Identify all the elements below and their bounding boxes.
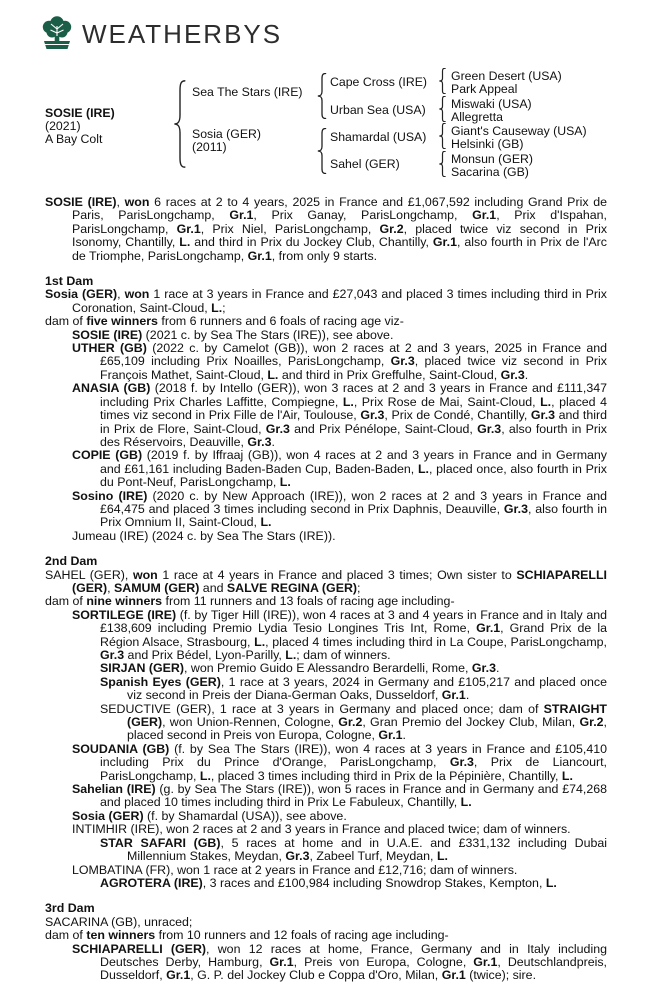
pedigree-brace [172,80,188,168]
record-paragraph: SCHIAPARELLI (GER), won 12 races at home, France, Germany and in Italy including Deutsches Derby, Hamburg, Gr.1, Preis von Europa, Cologne, Gr.1, Deutschlandpreis, Dusseldorf, Gr.1, G. P. del Jockey Club e Coppa d'Oro, Milan, Gr.1 (twice); sire. [72,941,607,983]
record-paragraph: dam of five winners from 6 runners and 6 foals of racing age viz- [45,314,404,329]
pedigree-gg-name: Green Desert (USA) [451,69,562,83]
record-paragraph: SORTILEGE (IRE) (f. by Tiger Hill (IRE)), won 4 races at 3 and 4 years in France and in Italy and £138,609 including Premio Lydia Tesio Longines Tris Int, Rome, Gr.1, Grand Prix de la Région Alsace, Strasbourg, L., placed 4 times including third in La Coupe, ParisLongchamp, Gr.3 and Prix Bédel, Lyon-Parilly, L.; dam of winners. [72,607,607,662]
record-paragraph: SIRJAN (GER), won Premio Guido E Alessandro Berardelli, Rome, Gr.3. [100,661,500,676]
pedigree-chart [0,62,650,192]
pedigree-sire: Sea The Stars (IRE) [192,85,303,99]
record-paragraph: dam of nine winners from 11 runners and 13 foals of racing age including- [45,594,455,609]
pedigree-brace [438,68,447,94]
record-paragraph: ANASIA (GB) (2018 f. by Intello (GER)), won 3 races at 2 and 3 years in France and £111,347 including Prix Charles Laffitte, Compiegne, L., Prix Rose de Mai, Saint-Cloud, L., placed 4 times viz second in Prix Fille de l'Air, Toulouse, Gr.3, Prix de Condé, Chantilly, Gr.3 and third in Prix de Flore, Saint-Cloud, Gr.3 and Prix Pénélope, Saint-Cloud, Gr.3, also fourth in Prix des Réservoirs, Deauville, Gr.3. [72,381,607,449]
brand-wordmark: WEATHERBYS [82,18,283,49]
pedigree-brace [438,96,447,122]
record-paragraph: Spanish Eyes (GER), 1 race at 3 years, 2024 in Germany and £105,217 and placed once viz second in Preis der Diana-German Oaks, Dusseldorf, Gr.1. [100,674,607,703]
record-paragraph: COPIE (GB) (2019 f. by Iffraaj (GB)), won 4 races at 2 and 3 years in France and in Germany and £61,161 including Baden-Baden Cup, Baden-Baden, L., placed once, also fourth in Prix du Pont-Neuf, ParisLongchamp, L. [72,448,607,490]
pedigree-dam [192,128,261,154]
record-paragraph: AGROTERA (IRE), 3 races and £100,984 including Snowdrop Stakes, Kempton, L. [100,875,557,890]
pedigree-gg-name: Sacarina (GB) [451,165,529,179]
pedigree-gg-name: Monsun (GER) [451,152,534,166]
record-paragraph: LOMBATINA (FR), won 1 race at 2 years in France and £12,716; dam of winners. [72,862,518,877]
pedigree-sire-sire: Cape Cross (IRE) [330,75,428,89]
subject-description: A Bay Colt [45,132,103,146]
pedigree-gg-name: Park Appeal [451,82,518,96]
record-paragraph: SAHEL (GER), won 1 race at 4 years in France and placed 3 times; Own sister to SCHIAPARELLI (GER), SAMUM (GER) and SALVE REGINA (GER); [45,567,607,595]
record-paragraph: UTHER (GB) (2022 c. by Camelot (GB)), won 2 races at 2 and 3 years, 2025 in France and £65,109 including Prix Noailles, ParisLongchamp, Gr.3, placed twice viz second in Prix François Mathet, Saint-Cloud, L. and third in Prix Greffulhe, Saint-Cloud, Gr.3. [72,341,607,382]
subject-name: SOSIE (IRE) [45,106,115,120]
pedigree-brace [438,123,447,149]
pedigree-gg-name: Helsinki (GB) [451,137,524,151]
section-heading: 2nd Dam [45,554,98,569]
brand-header [40,14,282,54]
record-paragraph: SACARINA (GB), unraced; [45,914,193,929]
record-paragraph: SOSIE (IRE) (2021 c. by Sea The Stars (IRE)), see above. [72,327,394,342]
pedigree-brace [316,128,328,174]
pedigree-gg-name: Giant's Causeway (USA) [451,124,587,138]
weatherbys-tree-icon [40,16,74,52]
section-heading: 3rd Dam [45,901,95,916]
dam-name: Sosia (GER) [192,127,262,141]
record-paragraph: Sahelian (IRE) (g. by Sea The Stars (IRE)), won 5 races in France and in Germany and £74,268 and placed 10 times including third in Prix Le Fabuleux, Chantilly, L. [72,782,608,810]
record-paragraph: Sosia (GER), won 1 race at 3 years in France and £27,043 and placed 3 times including third in Prix Coronation, Saint-Cloud, L.; [45,287,608,315]
pedigree-brace [438,151,447,177]
record-paragraph: INTIMHIR (IRE), won 2 races at 2 and 3 years in France and placed twice; dam of winners. [72,822,571,837]
record-paragraph: dam of ten winners from 10 runners and 12 foals of racing age including- [45,928,449,943]
record-paragraph: SOUDANIA (GB) (f. by Sea The Stars (IRE)), won 4 races at 3 years in France and £105,410 including Prix du Prince d'Orange, ParisLongchamp, Gr.3, Prix de Liancourt, ParisLongchamp, L., placed 3 times including third in Prix de la Pépinière, Chantilly, L. [72,741,607,783]
pedigree-subject [45,107,115,146]
record-paragraph: Jumeau (IRE) (2024 c. by Sea The Stars (IRE)). [72,528,336,543]
record-paragraph: SEDUCTIVE (GER), 1 race at 3 years in Germany and placed once; dam of STRAIGHT (GER), won Union-Rennen, Cologne, Gr.2, Gran Premio del Jockey Club, Milan, Gr.2, placed second in Preis von Europa, Cologne, Gr.1. [100,701,607,743]
race-record-body [45,196,607,983]
record-paragraph: STAR SAFARI (GB), 5 races at home and in U.A.E. and £331,132 including Dubai Millennium Stakes, Meydan, Gr.3, Zabeel Turf, Meydan, L. [100,835,607,864]
pedigree-gg-name: Allegretta [451,110,503,124]
pedigree-dam-dam: Sahel (GER) [330,157,400,171]
section-heading: 1st Dam [45,274,94,289]
subject-year: (2021) [45,119,81,133]
record-paragraph: SOSIE (IRE), won 6 races at 2 to 4 years, 2025 in France and £1,067,592 including Grand Prix de Paris, ParisLongchamp, Gr.1, Prix Ganay, ParisLongchamp, Gr.1, Prix d'Ispahan, ParisLongchamp, Gr.1, Prix Niel, ParisLongchamp, Gr.2, placed twice viz second in Prix Isonomy, Chantilly, L. and third in Prix du Jockey Club, Chantilly, Gr.1, also fourth in Prix de l'Arc de Triomphe, ParisLongchamp, Gr.1, from only 9 starts. [45,195,608,263]
dam-year: (2011) [192,140,227,154]
pedigree-brace [316,73,328,119]
pedigree-sire-dam: Urban Sea (USA) [330,103,426,117]
pedigree-dam-sire: Shamardal (USA) [330,130,427,144]
pedigree-gg-name: Miswaki (USA) [451,97,532,111]
record-paragraph: Sosino (IRE) (2020 c. by New Approach (IRE)), won 2 races at 2 and 3 years in France and £64,475 and placed 3 times including second in Prix Daphnis, Deauville, Gr.3, also fourth in Prix Omnium II, Saint-Cloud, L. [72,488,607,530]
record-paragraph: Sosia (GER) (f. by Shamardal (USA)), see above. [72,808,347,823]
